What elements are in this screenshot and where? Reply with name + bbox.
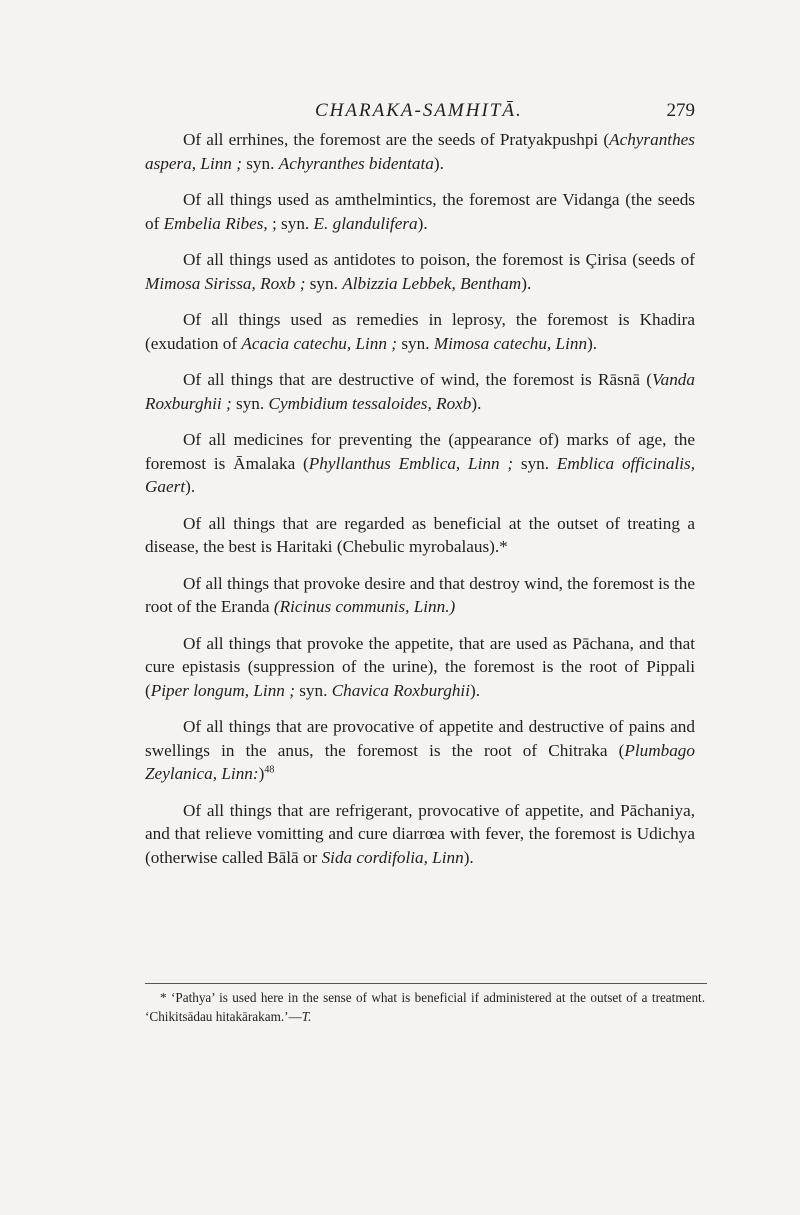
paragraph-text: ; syn. — [271, 213, 314, 233]
paragraph-text: Of all things that are provocative of appetite and destructive of pains and swellings in the anus, the foremost is the root of Chitraka ( — [145, 717, 695, 760]
paragraph-text: ). — [587, 333, 598, 353]
body-text — [145, 128, 695, 882]
footnote-initial: T. — [301, 1009, 312, 1024]
paragraph-text: syn. — [236, 393, 269, 413]
paragraph-text: ). — [469, 680, 481, 700]
botanical-synonym: Chavica Roxburghii — [331, 680, 470, 700]
paragraph-text: ). — [471, 393, 482, 413]
botanical-synonym: Albizzia Lebbek, Bentham — [342, 273, 522, 293]
paragraph — [145, 188, 695, 235]
footnote — [145, 988, 705, 1026]
botanical-name: (Ricinus communis, Linn.) — [273, 597, 456, 616]
botanical-synonym: Mimosa catechu, Linn — [433, 333, 588, 353]
paragraph-text: Of all things that provoke the appetite, that are used as Pāchana, and that cure epistasis (suppression of the urine), the foremost is the root of Pippali ( — [145, 633, 695, 700]
page-number: 279 — [666, 100, 695, 121]
paragraph-text: Of all things used as antidotes to poison, the foremost is Çirisa (seeds of — [183, 250, 695, 269]
botanical-name: Piper longum, Linn ; — [150, 680, 300, 700]
botanical-synonym: Achyranthes bidentata — [278, 153, 434, 173]
paragraph-text: syn. — [309, 273, 343, 293]
botanical-name: Phyllanthus Emblica, Linn ; — [308, 453, 521, 473]
paragraph — [145, 248, 695, 295]
botanical-synonym: Cymbidium tessaloides, Roxb — [268, 393, 472, 413]
paragraph-text: ). — [417, 213, 428, 233]
paragraph-text: Of all things that are destructive of wind, the foremost is Rāsnā ( — [183, 370, 653, 389]
paragraph-text: syn. — [246, 153, 279, 173]
paragraph — [145, 572, 695, 619]
page-header — [145, 100, 695, 130]
botanical-name: Plumbago Zeylanica, Linn: — [145, 740, 695, 783]
paragraph — [145, 512, 695, 559]
paragraph — [145, 632, 695, 703]
paragraph-text: Of all things used as remedies in leprosy, the foremost is Khadira (exudation of — [145, 310, 695, 353]
paragraph-text: syn. — [401, 333, 434, 353]
paragraph-text: Of all errhines, the foremost are the seeds of Pratyakpushpi ( — [183, 130, 610, 149]
paragraph-text: syn. — [520, 453, 557, 473]
paragraph-text: ). — [521, 273, 532, 293]
botanical-name: Mimosa Sirissa, Roxb ; — [145, 273, 310, 293]
botanical-name: Vanda Roxburghii ; — [145, 370, 695, 413]
botanical-synonym: E. glandulifera — [313, 213, 418, 233]
paragraph — [145, 428, 695, 499]
running-title: CHARAKA-SAMHITĀ. — [315, 100, 523, 121]
botanical-name: Acacia catechu, Linn ; — [241, 333, 402, 353]
footnote-divider — [145, 983, 707, 984]
footnote-text: * ‘Pathya’ is used here in the sense of what is beneficial if administered at the outset of a treatment. ‘Chikitsādau hitakārakam.’— — [145, 990, 705, 1024]
botanical-synonym: Emblica officinalis, Gaert — [145, 453, 695, 496]
reference-marker: 48 — [264, 764, 275, 776]
paragraph — [145, 715, 695, 786]
paragraph-text: Of all things used as amthelmintics, the foremost are Vidanga (the seeds of — [145, 190, 695, 233]
paragraph-text: Of all things that are refrigerant, provocative of appetite, and Pāchaniya, and that relieve vomitting and cure diarrœa with fever, the foremost is Udichya (otherwise called Bālā or — [145, 800, 695, 867]
botanical-name: Achyranthes aspera, Linn ; — [145, 130, 695, 173]
paragraph — [145, 308, 695, 355]
paragraph-text: Of all things that provoke desire and that destroy wind, the foremost is the root of the Eranda — [145, 573, 695, 616]
paragraph — [145, 799, 695, 870]
paragraph-text: syn. — [299, 680, 332, 700]
botanical-name: Sida cordifolia, Linn — [321, 847, 464, 867]
paragraph-text: ) — [258, 764, 265, 783]
botanical-name: Embelia Ribes, — [163, 213, 272, 233]
paragraph — [145, 368, 695, 415]
paragraph — [145, 128, 695, 175]
paragraph-text: ). — [185, 477, 196, 496]
paragraph-text: ). — [463, 847, 474, 867]
paragraph-text: Of all things that are regarded as beneficial at the outset of treating a disease, the best is Haritaki (Chebulic myrobalaus).* — [145, 513, 695, 556]
paragraph-text: Of all medicines for preventing the (appearance of) marks of age, the foremost is Āmalaka ( — [145, 430, 695, 473]
paragraph-text: ). — [433, 153, 444, 173]
